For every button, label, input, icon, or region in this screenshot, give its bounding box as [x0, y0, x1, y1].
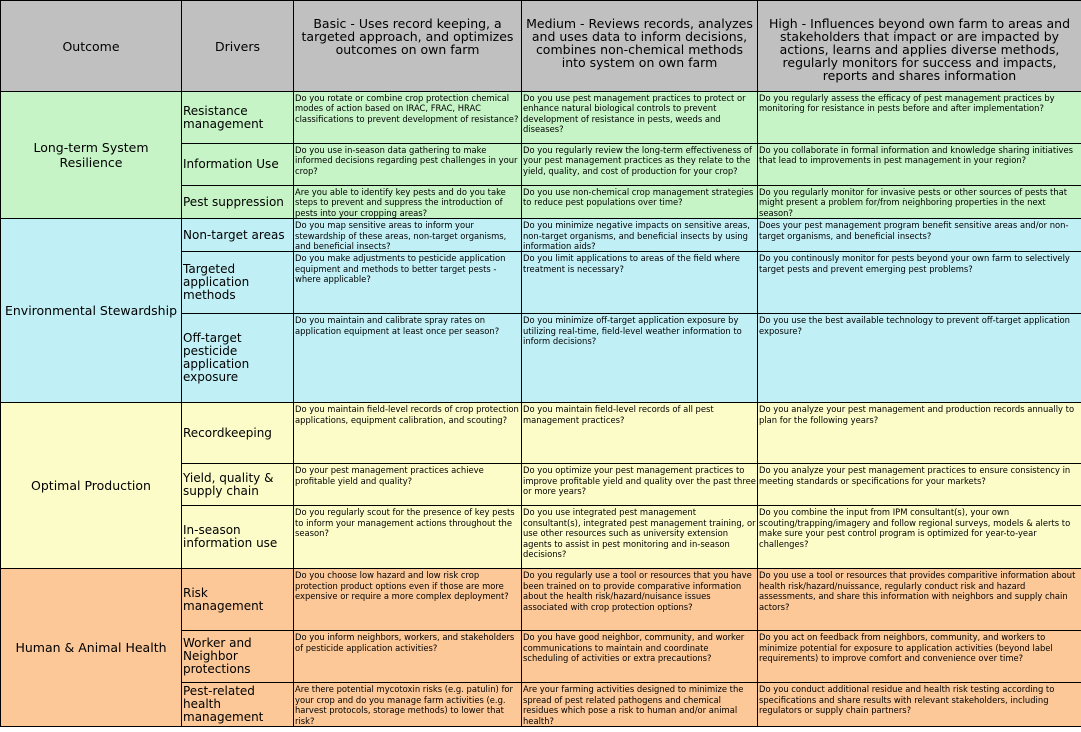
header-outcome: Outcome: [1, 1, 182, 92]
high-question: Do you use a tool or resources that provides comparitive information about health risk/hazard/nuissance, regularly conduct risk and hazard assessments, and share this information with neighbors and supply chain actors?: [758, 569, 1081, 631]
high-question: Do you regularly assess the efficacy of pest management practices by monitoring for resistance in pests before and after implementation?: [758, 92, 1081, 144]
medium-question: Are your farming activities designed to minimize the spread of pest related pathogens and chemical residues which pose a risk to human and/or animal health?: [522, 683, 758, 727]
header-basic: Basic - Uses record keeping, a targeted approach, and optimizes outcomes on own farm: [294, 1, 522, 92]
driver-information-use: Information Use: [182, 144, 294, 186]
medium-question: Do you minimize off-target application exposure by utilizing real-time, field-level weather information to inform decisions?: [522, 314, 758, 403]
basic-question: Do you maintain and calibrate spray rates on application equipment at least once per season?: [294, 314, 522, 403]
high-question: Do you act on feedback from neighbors, community, and workers to minimize potential for exposure to application activities (beyond label requirements) to improve comfort and convenience over time?: [758, 631, 1081, 683]
medium-question: Do you regularly use a tool or resources that you have been trained on to provide comparative information about the health risk/hazard/nuisance issues associated with crop protection options?: [522, 569, 758, 631]
high-question: Do you conduct additional residue and health risk testing according to specifications and share results with relevant stakeholders, including regulators or supply chain partners?: [758, 683, 1081, 727]
basic-question: Are you able to identify key pests and do you take steps to prevent and suppress the introduction of pests into your cropping areas?: [294, 186, 522, 219]
basic-question: Do you maintain field-level records of crop protection applications, equipment calibration, and scouting?: [294, 403, 522, 464]
medium-question: Do you use integrated pest management consultant(s), integrated pest management training, or use other resources such as university extension agents to assist in pest monitoring and in-season decisions?: [522, 506, 758, 569]
medium-question: Do you regularly review the long-term effectiveness of your pest management practices as they relate to the yield, quality, and cost of production for your crop?: [522, 144, 758, 186]
outcome-health: Human & Animal Health: [1, 569, 182, 727]
basic-question: Do you rotate or combine crop protection chemical modes of action based on IRAC, FRAC, HRAC classifications to prevent development of resistance?: [294, 92, 522, 144]
driver-yield-quality: Yield, quality & supply chain: [182, 464, 294, 506]
medium-question: Do you have good neighbor, community, and worker communications to maintain and coordinate scheduling of activities or extra precautions?: [522, 631, 758, 683]
outcome-stewardship: Environmental Stewardship: [1, 219, 182, 403]
header-medium: Medium - Reviews records, analyzes and uses data to inform decisions, combines non-chemical methods into system on own farm: [522, 1, 758, 92]
medium-question: Do you limit applications to areas of the field where treatment is necessary?: [522, 252, 758, 314]
basic-question: Do your pest management practices achieve profitable yield and quality?: [294, 464, 522, 506]
table-row: [1, 403, 1081, 464]
high-question: Do you regularly monitor for invasive pests or other sources of pests that might present a problem for/from neighboring properties in the next season?: [758, 186, 1081, 219]
driver-pest-suppression: Pest suppression: [182, 186, 294, 219]
basic-question: Do you map sensitive areas to inform your stewardship of these areas, non-target organisms, and beneficial insects?: [294, 219, 522, 252]
basic-question: Do you inform neighbors, workers, and stakeholders of pesticide application activities?: [294, 631, 522, 683]
driver-targeted-application-methods: Targeted application methods: [182, 252, 294, 314]
table-row: [1, 219, 1081, 252]
medium-question: Do you use non-chemical crop management strategies to reduce pest populations over time?: [522, 186, 758, 219]
medium-question: Do you use pest management practices to protect or enhance natural biological controls to prevent development of resistance in pests, weeds and diseases?: [522, 92, 758, 144]
high-question: Do you analyze your pest management practices to ensure consistency in meeting standards or specifications for your markets?: [758, 464, 1081, 506]
basic-question: Do you regularly scout for the presence of key pests to inform your management actions throughout the season?: [294, 506, 522, 569]
driver-resistance-management: Resistance management: [182, 92, 294, 144]
basic-question: Do you use in-season data gathering to make informed decisions regarding pest challenges in your crop?: [294, 144, 522, 186]
table-row: [1, 569, 1081, 631]
header-row: [1, 1, 1081, 92]
driver-worker-neighbor: Worker and Neighbor protections: [182, 631, 294, 683]
high-question: Do you combine the input from IPM consultant(s), your own scouting/trapping/imagery and follow regional surveys, models & alerts to make sure your pest control program is optimized for year-to-year challenges?: [758, 506, 1081, 569]
table-row: [1, 92, 1081, 144]
driver-recordkeeping: Recordkeeping: [182, 403, 294, 464]
high-question: Do you continously monitor for pests beyond your own farm to selectively target pests and prevent emerging pest problems?: [758, 252, 1081, 314]
driver-in-season-info: In-season information use: [182, 506, 294, 569]
medium-question: Do you minimize negative impacts on sensitive areas, non-target organisms, and beneficial insects by using information aids?: [522, 219, 758, 252]
driver-pest-health: Pest-related health management: [182, 683, 294, 727]
header-drivers: Drivers: [182, 1, 294, 92]
medium-question: Do you optimize your pest management practices to improve profitable yield and quality over the past three or more years?: [522, 464, 758, 506]
high-question: Do you collaborate in formal information and knowledge sharing initiatives that lead to improvements in pest management in your region?: [758, 144, 1081, 186]
driver-non-target-areas: Non-target areas: [182, 219, 294, 252]
high-question: Do you analyze your pest management and production records annually to plan for the following years?: [758, 403, 1081, 464]
basic-question: Are there potential mycotoxin risks (e.g. patulin) for your crop and do you manage farm activities (e.g. harvest protocols, storage methods) to lower that risk?: [294, 683, 522, 727]
high-question: Does your pest management program benefit sensitive areas and/or non-target organisms, and beneficial insects?: [758, 219, 1081, 252]
outcome-resilience: Long-term System Resilience: [1, 92, 182, 219]
high-question: Do you use the best available technology to prevent off-target application exposure?: [758, 314, 1081, 403]
basic-question: Do you make adjustments to pesticide application equipment and methods to better target pests -where applicable?: [294, 252, 522, 314]
driver-off-target-exposure: Off-target pesticide application exposure: [182, 314, 294, 403]
medium-question: Do you maintain field-level records of all pest management practices?: [522, 403, 758, 464]
outcome-production: Optimal Production: [1, 403, 182, 569]
header-high: High - Influences beyond own farm to areas and stakeholders that impact or are impacted by actions, learns and applies diverse methods, regularly monitors for success and impacts, reports and shares information: [758, 1, 1081, 92]
basic-question: Do you choose low hazard and low risk crop protection product options even if those are more expensive or require a more complex deployment?: [294, 569, 522, 631]
driver-risk-management: Risk management: [182, 569, 294, 631]
